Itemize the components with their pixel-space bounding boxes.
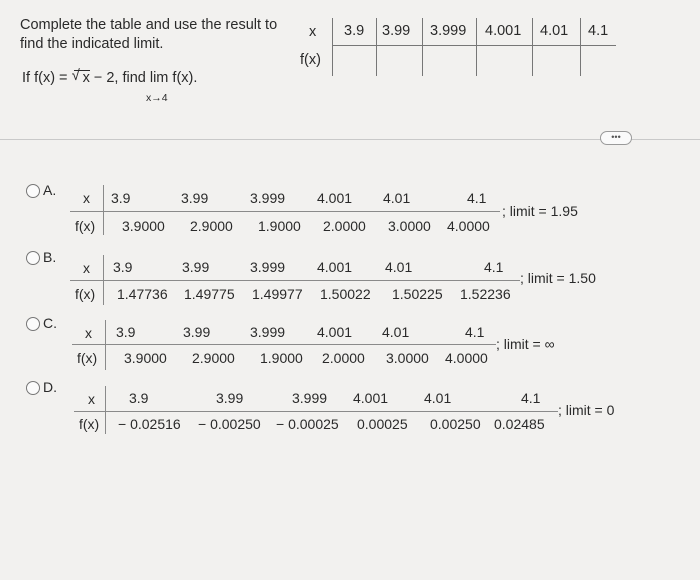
option-c-fx-value: 4.0000: [445, 350, 488, 366]
option-c-x-value: 4.1: [465, 324, 485, 340]
option-c-x-label: x: [85, 325, 92, 341]
option-d-fx-value: 0.02485: [494, 416, 545, 432]
problem-prefix: If f(x) =: [22, 70, 68, 86]
option-d-limit: ; limit = 0: [558, 402, 615, 418]
option-b-fx-label: f(x): [75, 286, 96, 302]
section-divider: [0, 139, 700, 140]
option-c-letter: C.: [43, 315, 57, 331]
option-a-fx-value: 2.9000: [190, 218, 233, 234]
option-b-fx-value: 1.50225: [392, 286, 443, 302]
option-a-fx-label: f(x): [75, 218, 96, 234]
given-table-x-value: 3.99: [382, 23, 411, 39]
option-d-fx-value: − 0.00025: [276, 416, 339, 432]
option-d-x-label: x: [88, 391, 95, 407]
option-a-x-value: 4.1: [467, 190, 487, 206]
option-a-table-rule: [103, 185, 104, 235]
option-b-letter: B.: [43, 249, 57, 265]
given-table-x-value: 4.01: [540, 23, 569, 39]
option-a-fx-value: 2.0000: [323, 218, 366, 234]
option-c-x-value: 3.9: [116, 324, 136, 340]
given-table-col-rule: [580, 18, 581, 76]
option-c-fx-value: 2.9000: [192, 350, 235, 366]
option-c-fx-value: 2.0000: [322, 350, 365, 366]
option-a-fx-value: 1.9000: [258, 218, 301, 234]
option-c-x-value: 4.001: [317, 324, 353, 340]
option-b-fx-value: 1.49977: [252, 286, 303, 302]
instruction-line-2: find the indicated limit.: [20, 36, 164, 52]
option-a-radio[interactable]: [26, 184, 40, 198]
option-d-fx-value: 0.00025: [357, 416, 408, 432]
option-d-x-value: 3.999: [292, 390, 328, 406]
option-d-table-rule: [105, 386, 106, 434]
option-a-x-value: 3.9: [111, 190, 131, 206]
option-d-x-value: 4.1: [521, 390, 541, 406]
option-c-x-value: 3.99: [183, 324, 211, 340]
option-a-limit: ; limit = 1.95: [502, 203, 578, 219]
problem-statement: [22, 70, 197, 86]
option-b-fx-value: 1.47736: [117, 286, 168, 302]
option-c-radio[interactable]: [26, 317, 40, 331]
option-c-limit: ; limit = ∞: [496, 336, 555, 352]
given-table: [296, 18, 616, 76]
option-c-table-rule: [105, 320, 106, 370]
option-b-x-value: 3.99: [182, 259, 210, 275]
instruction-line-1: Complete the table and use the result to: [20, 17, 278, 33]
given-table-x-value: 3.999: [430, 23, 467, 39]
option-d-radio[interactable]: [26, 381, 40, 395]
given-table-col-rule: [422, 18, 423, 76]
option-d-x-value: 3.9: [129, 390, 149, 406]
option-b-fx-value: 1.49775: [184, 286, 235, 302]
given-table-x-value: 3.9: [344, 23, 365, 39]
option-d-letter: D.: [43, 379, 57, 395]
option-c-fx-label: f(x): [77, 350, 98, 366]
option-c-fx-value: 3.0000: [386, 350, 429, 366]
option-b-x-value: 4.1: [484, 259, 504, 275]
option-a-fx-value: 4.0000: [447, 218, 490, 234]
option-a-fx-value: 3.9000: [122, 218, 165, 234]
option-b-limit: ; limit = 1.50: [520, 270, 596, 286]
given-table-x-value: 4.001: [485, 23, 522, 39]
more-options-button[interactable]: •••: [600, 131, 632, 145]
problem-radicand: x: [82, 70, 90, 86]
option-a-x-label: x: [83, 190, 90, 206]
option-b-fx-value: 1.50022: [320, 286, 371, 302]
option-c-x-value: 3.999: [250, 324, 286, 340]
option-d-table-rule: [74, 411, 558, 412]
given-table-col-rule: [332, 18, 333, 76]
option-d-x-value: 4.01: [424, 390, 452, 406]
option-c-x-value: 4.01: [382, 324, 410, 340]
option-d-fx-value: − 0.00250: [198, 416, 261, 432]
given-table-col-rule: [532, 18, 533, 76]
option-d-x-value: 4.001: [353, 390, 389, 406]
option-a-x-value: 4.01: [383, 190, 411, 206]
option-d-fx-value: 0.00250: [430, 416, 481, 432]
option-b-x-value: 3.999: [250, 259, 286, 275]
given-table-col-rule: [476, 18, 477, 76]
option-a-x-value: 3.999: [250, 190, 286, 206]
option-b-x-value: 3.9: [113, 259, 133, 275]
given-table-x-label: x: [309, 24, 317, 40]
option-c-table-rule: [72, 344, 496, 345]
option-b-radio[interactable]: [26, 251, 40, 265]
option-a-table-rule: [70, 211, 500, 212]
option-b-fx-value: 1.52236: [460, 286, 511, 302]
given-table-col-rule: [376, 18, 377, 76]
option-a-x-value: 3.99: [181, 190, 209, 206]
option-c-fx-value: 1.9000: [260, 350, 303, 366]
option-a-x-value: 4.001: [317, 190, 353, 206]
limit-subscript: x→4: [146, 92, 168, 104]
sqrt-radical: [74, 70, 90, 86]
problem-suffix: − 2, find lim f(x).: [93, 70, 198, 86]
option-b-x-value: 4.01: [385, 259, 413, 275]
option-b-table-rule: [70, 280, 520, 281]
given-table-x-value: 4.1: [588, 23, 609, 39]
option-a-fx-value: 3.0000: [388, 218, 431, 234]
option-a-letter: A.: [43, 182, 57, 198]
option-d-fx-label: f(x): [79, 416, 100, 432]
option-c-fx-value: 3.9000: [124, 350, 167, 366]
given-table-fx-label: f(x): [300, 52, 321, 68]
option-b-x-value: 4.001: [317, 259, 353, 275]
option-b-x-label: x: [83, 260, 90, 276]
option-d-fx-value: − 0.02516: [118, 416, 181, 432]
question-prompt: [20, 16, 290, 54]
option-d-x-value: 3.99: [216, 390, 244, 406]
given-table-header-rule: [332, 45, 616, 46]
